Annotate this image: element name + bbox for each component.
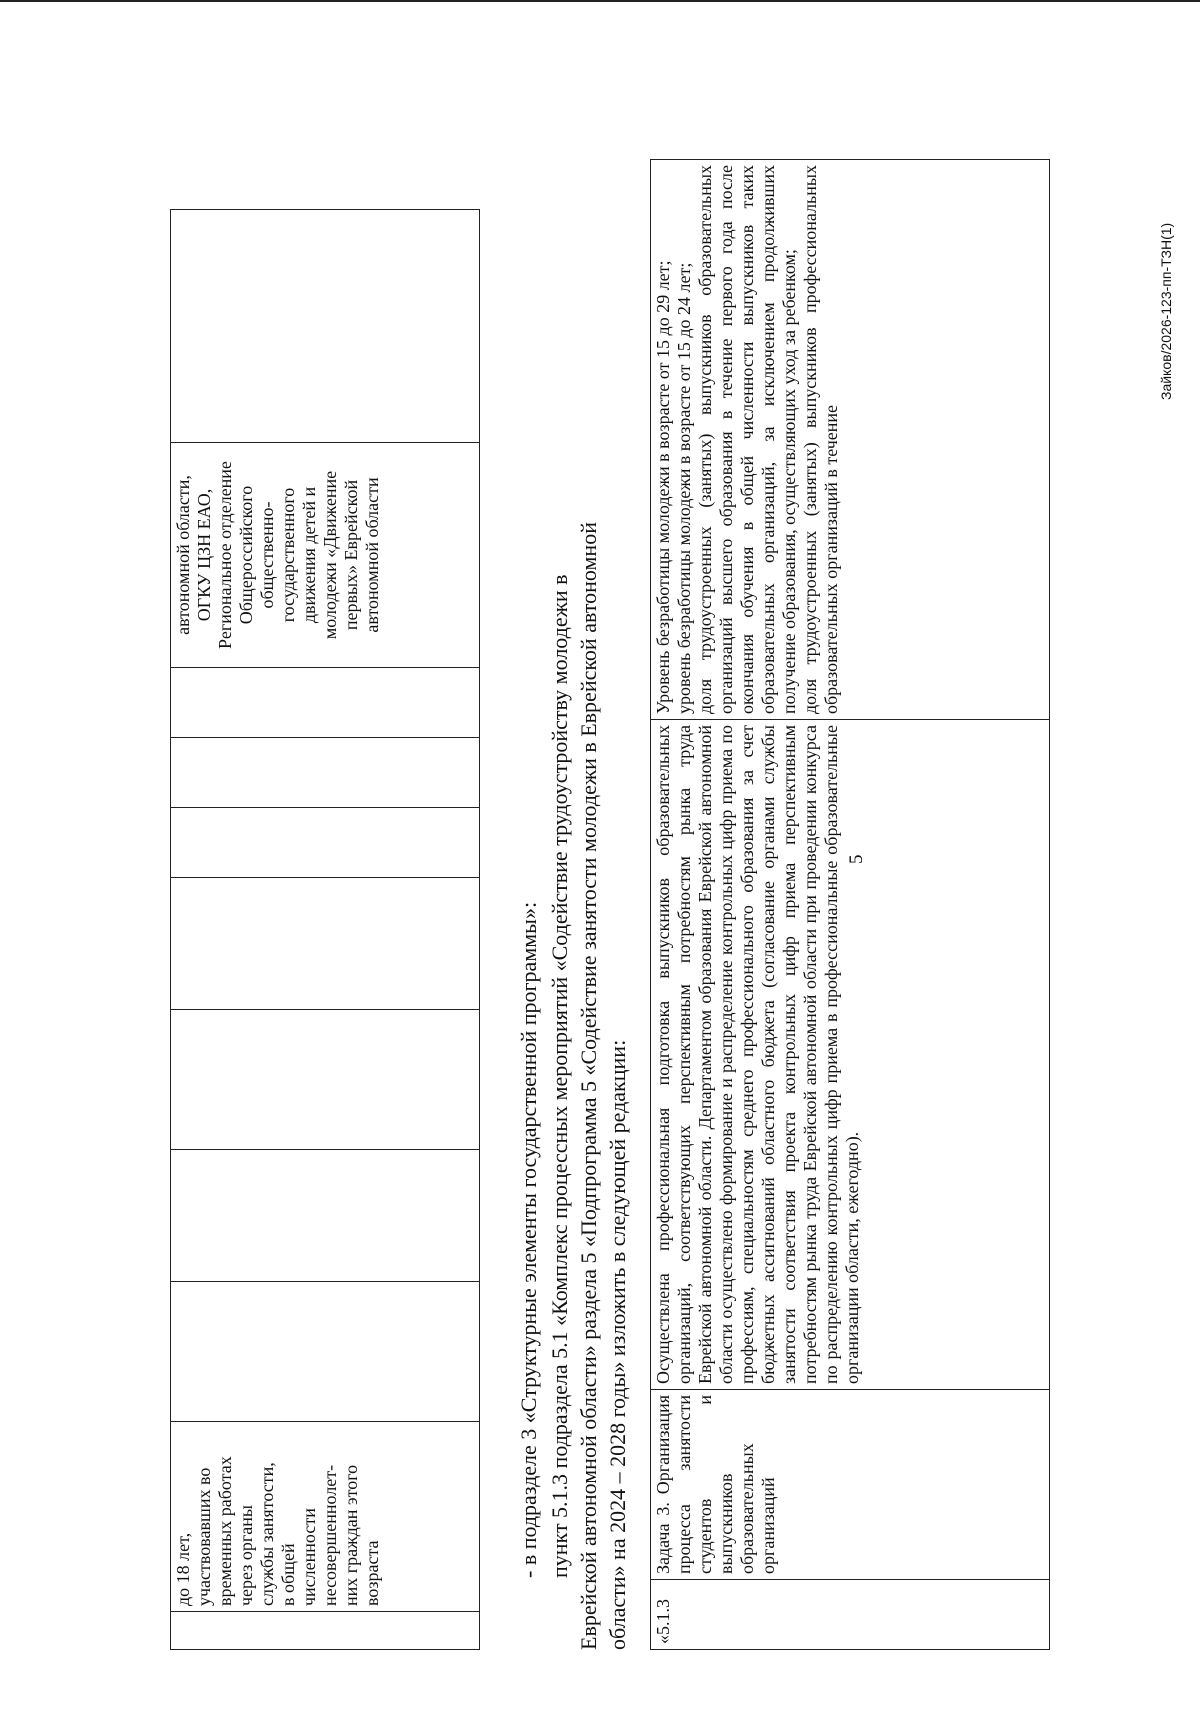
table-cell-indicator-text xyxy=(171,1422,480,1612)
item-number: «5.1.3 xyxy=(651,1580,1050,1650)
table-cell xyxy=(171,1150,480,1282)
table-cell xyxy=(171,1282,480,1422)
text-line: численности xyxy=(299,1508,319,1606)
text-line: Общероссийского xyxy=(236,485,256,625)
page-number: 5 xyxy=(846,854,867,864)
item-result: Осуществлена профессиональная подготовка выпускников образовательных организаций, соответствующих перспективным потребностям рынка труда Еврейской автономной области. Департаментом образования Еврейской автономной области осуществлено формирование и распределение контрольных цифр приема по профессиям, специальностям среднего профессионального образования за счет бюджетных ассигнований областного бюджета (согласование органами службы занятости соответствия проекта контрольных цифр приема перспективным потребностям рынка труда Еврейской автономной области при проведении конкурса по распределению контрольных цифр приема в профессиональные образовательные организации области, ежегодно). xyxy=(651,720,1050,1390)
indicator-line: Уровень безработицы молодежи в возрасте от 15 до 29 лет; xyxy=(653,260,673,714)
text-line: первых» Еврейской xyxy=(341,479,361,631)
item-indicators xyxy=(651,160,1050,720)
table-cell xyxy=(171,668,480,738)
text-line: них граждан этого xyxy=(341,1464,361,1606)
table-item-5-1-3 xyxy=(650,159,1050,1650)
text-line: молодежи «Движение xyxy=(320,470,340,640)
paragraph-line: пункт 5.1.3 подраздела 5.1 «Комплекс процессных мероприятий «Содействие трудоустройству молодежи в xyxy=(547,574,572,1578)
table-continuation xyxy=(170,209,480,1650)
table-cell xyxy=(171,738,480,808)
text-line: общественно- xyxy=(257,501,277,609)
text-line: несовершеннолет- xyxy=(320,1464,340,1606)
document-footer-code: Зайков/2026-123-пп-ТЗН(1) xyxy=(1158,222,1174,400)
text-line: автономной области, xyxy=(173,475,193,635)
indicator-line: доля трудоустроенных (занятых) выпускников профессиональных образовательных организаций в течение xyxy=(800,165,841,714)
text-line: автономной области xyxy=(362,477,382,633)
item-task: Задача 3. Организация процесса занятости студентов и выпускников образовательных организаций xyxy=(651,1390,1050,1580)
text-line: временных работах xyxy=(215,1456,235,1606)
paragraph xyxy=(545,110,632,1650)
table-cell xyxy=(171,1010,480,1150)
text-line: государственного xyxy=(278,487,298,623)
text-line: Региональное отделение xyxy=(215,461,235,649)
table-cell xyxy=(171,210,480,443)
table-cell xyxy=(171,878,480,1010)
paragraph-line: области» на 2024 – 2028 годы» изложить в следующей редакции: xyxy=(605,1039,630,1650)
indicator-line: уровень безработицы молодежи в возрасте от 15 до 24 лет; xyxy=(674,262,694,714)
text-line: движения детей и xyxy=(299,486,319,624)
paragraph-line: Еврейской автономной области» раздела 5 «Подпрограмма 5 «Содействие занятости молодежи в Еврейской автономной xyxy=(576,522,601,1650)
text-line: до 18 лет, xyxy=(173,1532,193,1606)
text-line: ОГКУ ЦЗН ЕАО, xyxy=(194,488,214,622)
text-line: в общей xyxy=(278,1543,298,1606)
indicator-line: доля трудоустроенных (занятых) выпускников образовательных организаций высшего образования в течение первого года после окончания обучения в общей численности выпускников таких образовательных организаций, за исключением продолживших получение образования, осуществляющих уход за ребенком; xyxy=(695,165,799,714)
table-cell xyxy=(171,808,480,878)
text-line: службы занятости, xyxy=(257,1462,277,1606)
table-cell-responsible xyxy=(171,443,480,668)
text-line: возраста xyxy=(362,1540,382,1606)
table-cell xyxy=(171,1612,480,1650)
text-line: участвовавших во xyxy=(194,1467,214,1606)
text-line: через органы xyxy=(236,1505,256,1606)
section-heading: - в подразделе 3 «Структурные элементы государственной программы»: xyxy=(516,901,541,1578)
